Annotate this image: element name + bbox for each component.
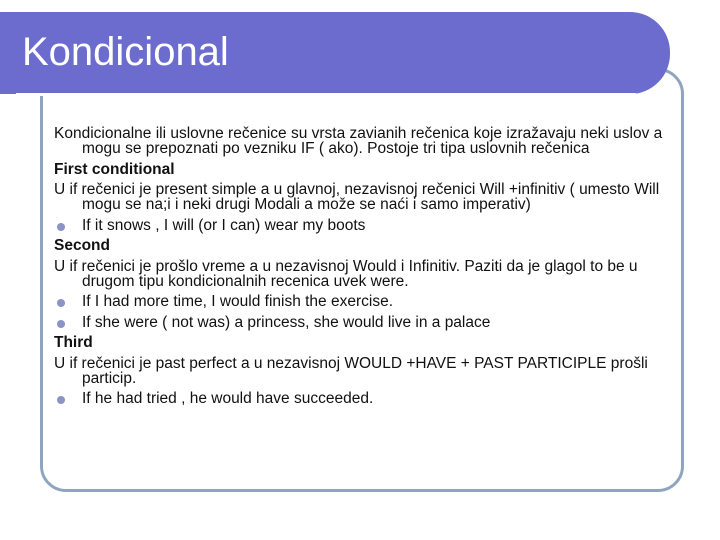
title-bar bbox=[0, 12, 670, 94]
bullet-dot-icon bbox=[57, 396, 65, 404]
bullet-item bbox=[54, 218, 674, 233]
bullet-dot-icon bbox=[57, 320, 65, 328]
bullet-item bbox=[54, 391, 674, 406]
slide-title: Kondicional bbox=[22, 30, 229, 74]
bullet-text: If it snows , I will (or I can) wear my boots bbox=[82, 216, 366, 234]
heading-second: Second bbox=[54, 237, 110, 254]
bullet-item bbox=[54, 315, 674, 330]
title-rule bbox=[16, 93, 636, 96]
second-conditional-rule: U if rečenici je prošlo vreme a u nezavisnoj Would i Infinitiv. Paziti da je glagol to be u drugom tipu kondicionalnih recenica uvek were. bbox=[54, 257, 638, 290]
heading-first-conditional: First conditional bbox=[54, 160, 175, 178]
intro-paragraph: Kondicionalne ili uslovne rečenice su vrsta zavianih rečenica koje izražavaju neki uslov a mogu se prepoznati po vezniku IF ( ako). Postoje tri tipa uslovnih rečenica bbox=[54, 125, 663, 157]
bullet-dot-icon bbox=[57, 223, 65, 231]
bullet-text: If she were ( not was) a princess, she would live in a palace bbox=[82, 313, 491, 331]
heading-third: Third bbox=[54, 334, 93, 351]
third-conditional-rule: U if rečenici je past perfect a u nezavisnoj WOULD +HAVE + PAST PARTICIPLE prošli particip. bbox=[54, 354, 648, 387]
bullet-text: If he had tried , he would have succeeded. bbox=[82, 390, 374, 407]
first-conditional-rule: U if rečenici je present simple a u glavnoj, nezavisnoj rečenici Will +infinitiv ( umesto Will mogu se na;i i neki drugi Modali a može se naći i samo imperativ) bbox=[54, 181, 660, 213]
bullet-text: If I had more time, I would finish the exercise. bbox=[82, 293, 393, 310]
bullet-item bbox=[54, 294, 674, 309]
slide-content bbox=[54, 126, 674, 412]
bullet-dot-icon bbox=[57, 299, 65, 307]
